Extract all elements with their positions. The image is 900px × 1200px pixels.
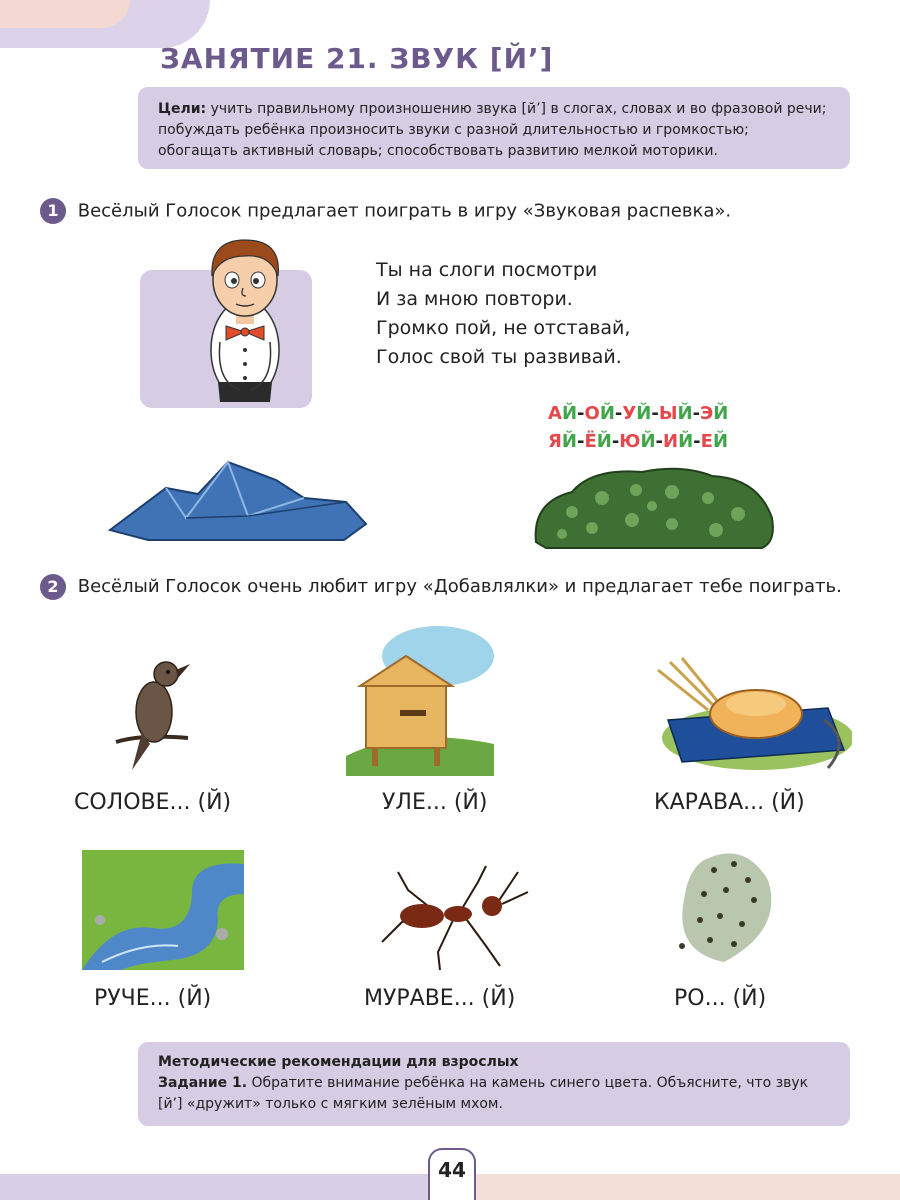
task-number-badge: 1 (40, 198, 66, 224)
syllable-vowel: Э (700, 403, 714, 424)
syllable-chant (548, 400, 728, 456)
syllable-j: Й (640, 431, 656, 452)
syllable-vowel: Е (700, 431, 713, 452)
syllable-separator: - (655, 431, 663, 452)
syllable-j: Й (713, 403, 729, 424)
syllable-vowel: И (663, 431, 679, 452)
syllable-j: Й (599, 403, 615, 424)
syllable-j: Й (712, 431, 729, 452)
syllable-j: Й (677, 403, 693, 424)
boy-character-icon (190, 232, 300, 410)
syllable-separator: - (611, 431, 620, 452)
poem (376, 256, 630, 372)
syllable-vowel: А (548, 403, 562, 424)
goals-box (138, 87, 850, 169)
stream-icon (82, 850, 244, 970)
methods-task-label: Задание 1. (158, 1075, 248, 1091)
ant-icon (378, 862, 530, 972)
syllable-separator: - (576, 431, 585, 452)
bee-swarm-icon (664, 840, 784, 970)
syllable-row-1 (548, 400, 728, 428)
syllable-j: Й (636, 403, 652, 424)
methods-box (138, 1042, 850, 1126)
poem-line: Ты на слоги посмотри (376, 259, 598, 281)
word-ruchey: РУЧЕ... (Й) (94, 986, 212, 1011)
bottom-band-left (0, 1174, 428, 1200)
green-moss-icon (532, 462, 776, 550)
syllable-separator: - (651, 403, 659, 424)
methods-text: Обратите внимание ребёнка на камень синего цвета. Объясните, что звук [й’] «дружит» только с мягким зелёным мхом. (158, 1075, 809, 1112)
goals-label: Цели: (158, 101, 207, 117)
task-1-text: Весёлый Голосок предлагает поиграть в игру «Звуковая распевка». (77, 200, 732, 222)
syllable-j: Й (561, 431, 577, 452)
corner-decoration-accent (0, 0, 130, 28)
syllable-vowel: Ё (584, 431, 597, 452)
syllable-vowel: О (584, 403, 600, 424)
goals-text: учить правильному произношению звука [й’] в слогах, словах и во фразовой речи; побуждать ребёнка произносить звуки с разной длительностью и громкостью; обогащать активный словарь; способствовать развитию мелкой моторики. (158, 101, 827, 159)
syllable-separator: - (614, 403, 623, 424)
page-number: 44 (438, 1158, 466, 1182)
nightingale-icon (112, 652, 192, 776)
task-2-text: Весёлый Голосок очень любит игру «Добавлялки» и предлагает тебе поиграть. (77, 576, 842, 597)
syllable-separator: - (693, 431, 701, 452)
syllable-j: Й (561, 403, 578, 424)
beehive-icon (346, 626, 494, 776)
syllable-separator: - (692, 403, 701, 424)
methods-body (158, 1073, 830, 1115)
syllable-vowel: У (622, 403, 637, 424)
task-number-badge: 2 (40, 574, 66, 600)
syllable-row-2 (548, 428, 728, 456)
poem-line: И за мною повтори. (376, 288, 573, 310)
poem-line: Голос свой ты развивай. (376, 346, 622, 368)
word-muravey: МУРАВЕ... (Й) (364, 986, 516, 1011)
lesson-title: ЗАНЯТИЕ 21. ЗВУК [Й’] (160, 42, 554, 75)
syllable-separator: - (577, 403, 585, 424)
methods-title: Методические рекомендации для взрослых (158, 1054, 519, 1070)
blue-stone-icon (108, 458, 370, 544)
word-uley: УЛЕ... (Й) (382, 790, 488, 815)
task-1 (40, 198, 731, 224)
syllable-j: Й (678, 431, 694, 452)
syllable-vowel: Ю (619, 431, 641, 452)
word-karavay: КАРАВА... (Й) (654, 790, 805, 815)
poem-line: Громко пой, не отставай, (376, 317, 631, 339)
syllable-vowel: Я (548, 431, 562, 452)
task-2 (40, 573, 860, 601)
word-roy: РО... (Й) (674, 986, 767, 1011)
word-solovey: СОЛОВЕ... (Й) (74, 790, 232, 815)
syllable-j: Й (596, 431, 612, 452)
karavai-bread-icon (648, 650, 852, 772)
syllable-vowel: Ы (658, 403, 678, 424)
